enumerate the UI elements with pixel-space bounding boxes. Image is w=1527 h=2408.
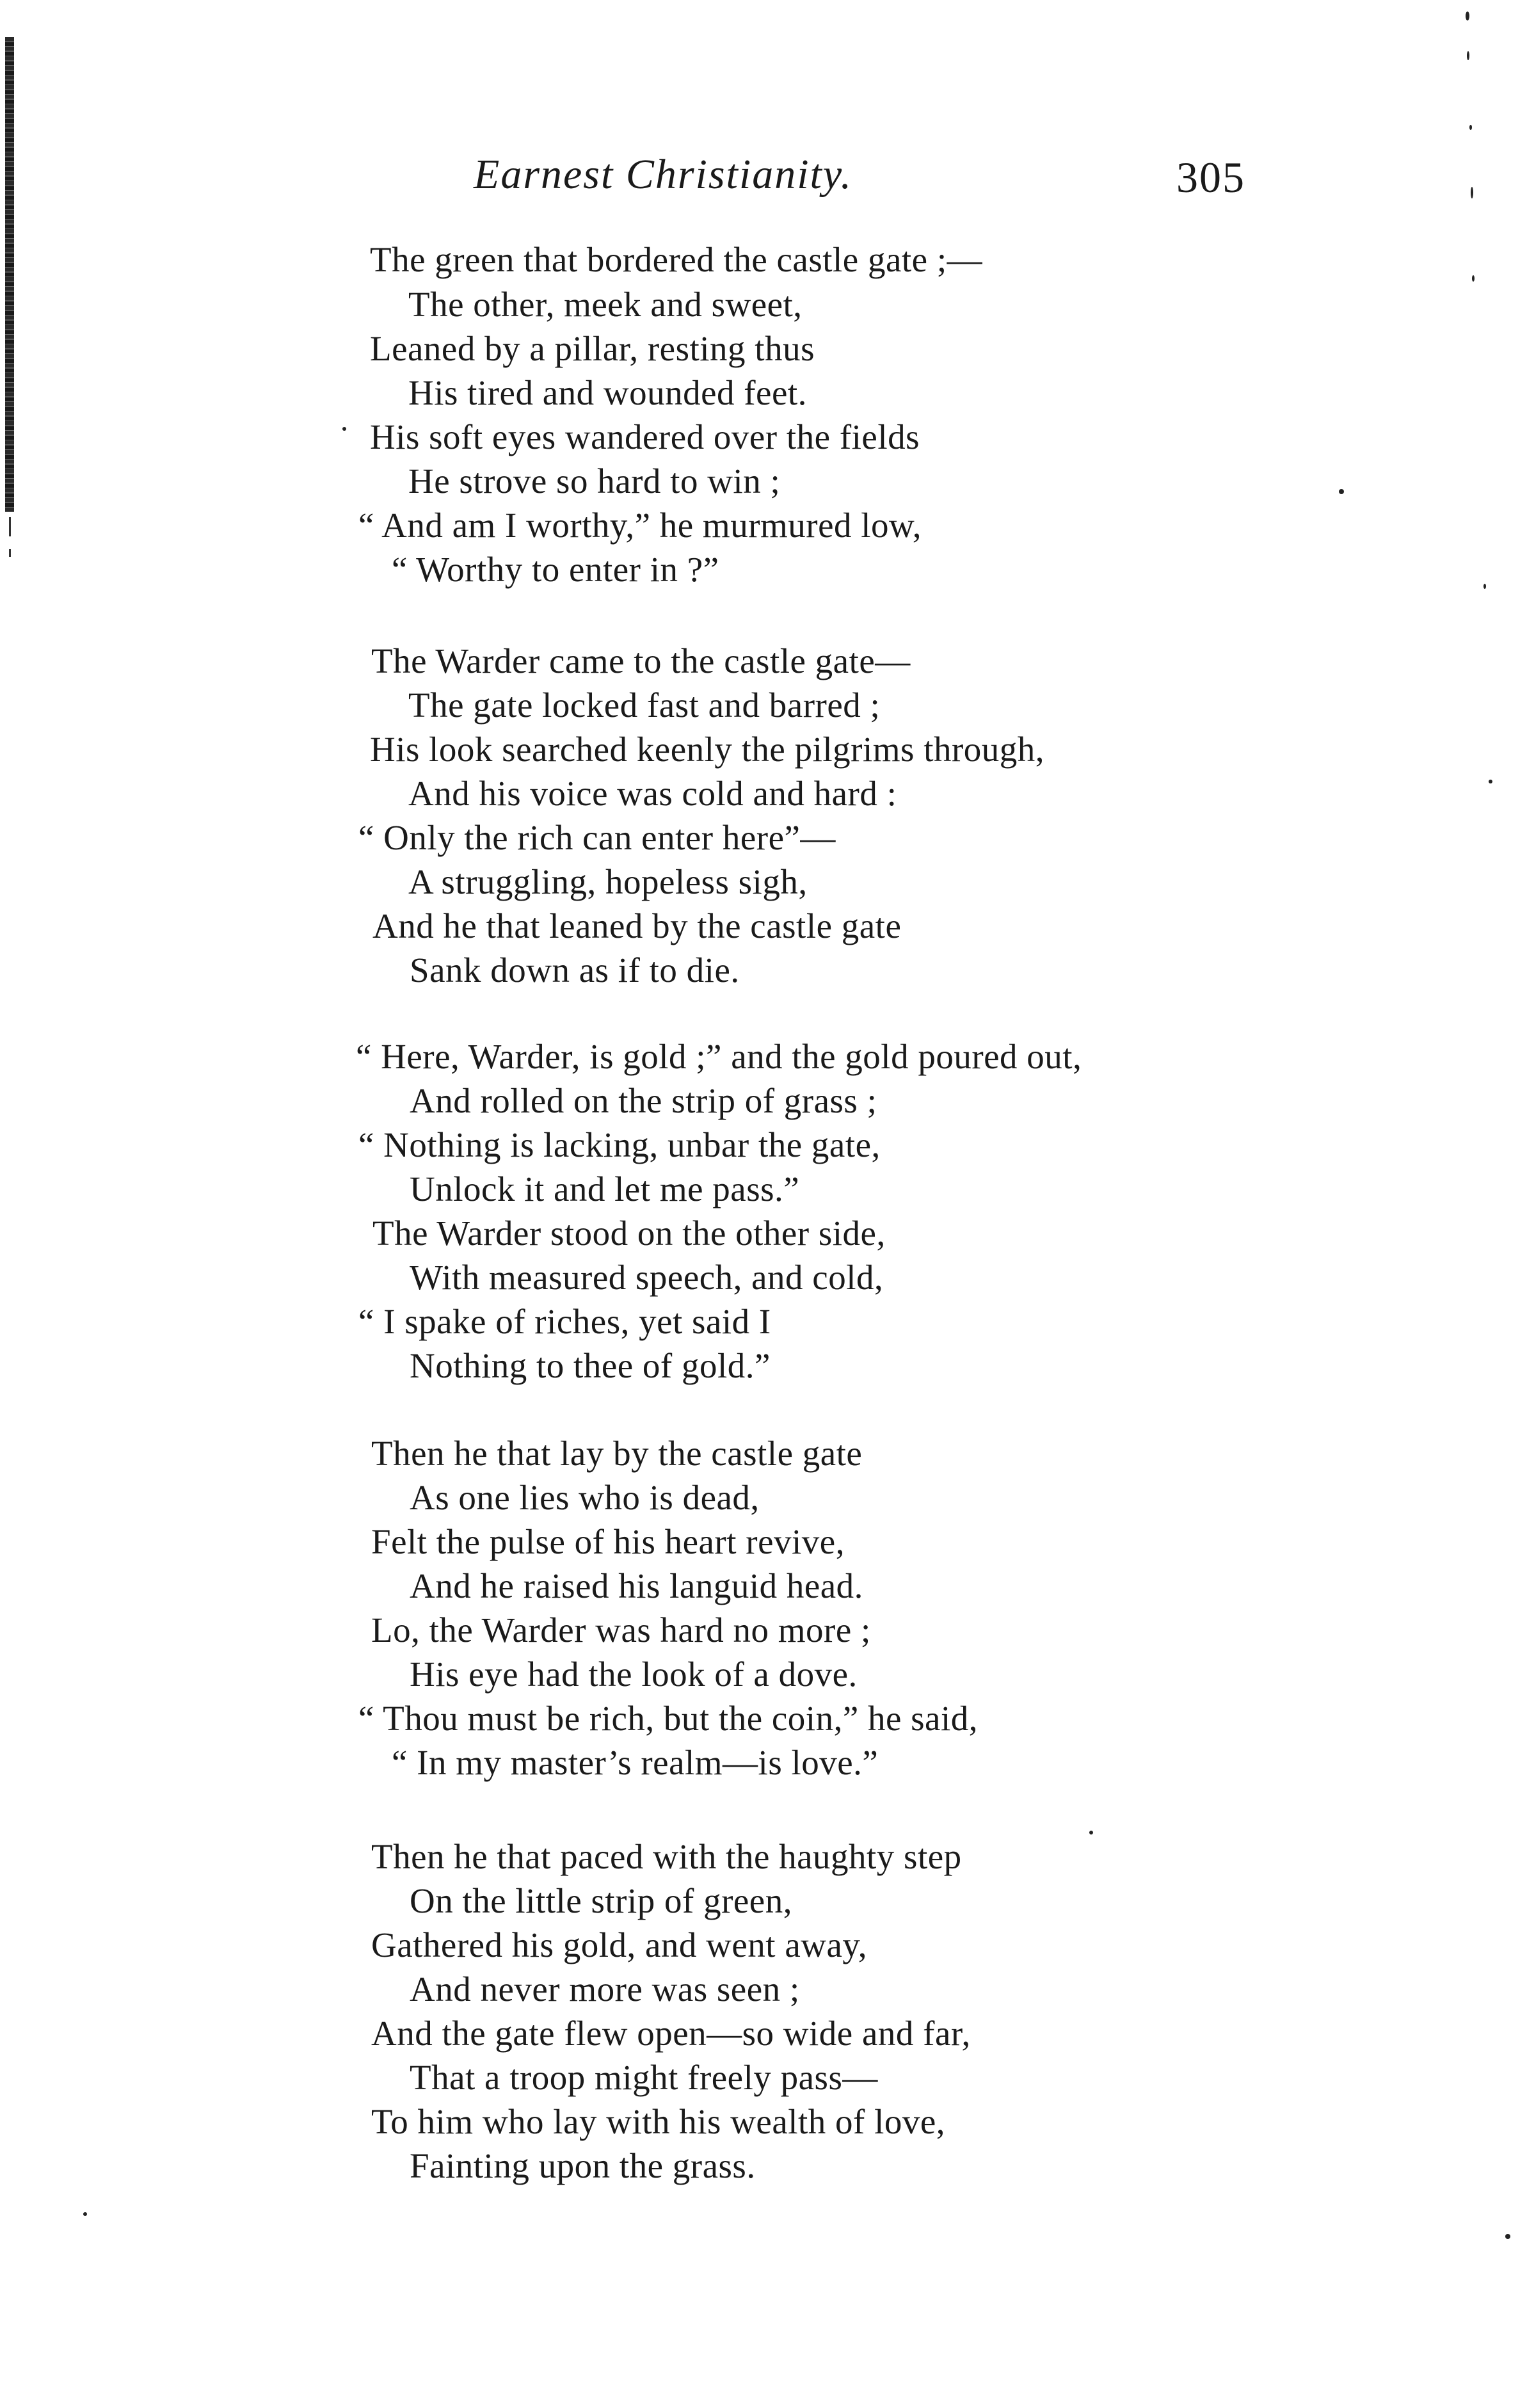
poem-line: He strove so hard to win ; — [408, 462, 781, 501]
poem-line: “ Worthy to enter in ?” — [392, 550, 719, 589]
poem-line: The other, meek and sweet, — [408, 285, 803, 324]
scan-speck — [1089, 1831, 1093, 1834]
poem-line: Then he that lay by the castle gate — [371, 1434, 863, 1473]
poem-line: The gate locked fast and barred ; — [408, 686, 881, 725]
scan-speck — [1489, 780, 1492, 783]
poem-line: And he raised his languid head. — [410, 1566, 863, 1605]
poem-line: Gathered his gold, and went away, — [371, 1925, 868, 1964]
poem-line: “ Only the rich can enter here”— — [358, 818, 836, 857]
poem-line: The green that bordered the castle gate ;— — [370, 240, 983, 279]
scan-speck — [342, 427, 346, 431]
poem-line: His eye had the look of a dove. — [410, 1655, 858, 1694]
scan-speck — [1505, 2234, 1510, 2239]
scan-speck — [1471, 187, 1473, 198]
poem-line: And he that leaned by the castle gate — [372, 906, 902, 945]
poem-line: Sank down as if to die. — [410, 951, 740, 990]
poem-line: With measured speech, and cold, — [410, 1258, 884, 1297]
poem-line: To him who lay with his wealth of love, — [371, 2102, 946, 2141]
scan-speck — [1339, 489, 1344, 494]
poem-line: That a troop might freely pass— — [410, 2058, 878, 2097]
poem-line: “ I spake of riches, yet said I — [358, 1302, 771, 1341]
poem-line: Then he that paced with the haughty step — [371, 1837, 962, 1876]
scan-speck — [83, 2212, 87, 2216]
gutter-mark — [9, 517, 11, 536]
poem-line: “ Nothing is lacking, unbar the gate, — [358, 1125, 881, 1164]
poem-line: His tired and wounded feet. — [408, 373, 807, 412]
poem-line: And the gate flew open—so wide and far, — [371, 2014, 971, 2053]
scan-speck — [1467, 51, 1469, 60]
poem-line: “ Thou must be rich, but the coin,” he said, — [358, 1699, 978, 1738]
poem-line: Leaned by a pillar, resting thus — [370, 329, 815, 368]
poem-line: On the little strip of green, — [410, 1881, 792, 1920]
binding-gutter-shadow — [5, 37, 14, 512]
poem-line: Lo, the Warder was hard no more ; — [371, 1610, 871, 1649]
poem-line: And his voice was cold and hard : — [408, 774, 897, 813]
poem-line: Fainting upon the grass. — [410, 2146, 756, 2185]
poem-line: “ And am I worthy,” he murmured low, — [358, 506, 922, 545]
running-title: Earnest Christianity. — [474, 151, 853, 198]
poem-line: The Warder came to the castle gate— — [371, 641, 911, 680]
poem-line: His soft eyes wandered over the fields — [370, 417, 920, 456]
poem-line: And rolled on the strip of grass ; — [410, 1081, 877, 1120]
gutter-mark — [9, 549, 11, 557]
poem-line: A struggling, hopeless sigh, — [408, 862, 808, 901]
scan-speck — [1472, 275, 1475, 282]
poem-line: Nothing to thee of gold.” — [410, 1346, 771, 1385]
poem-line: And never more was seen ; — [410, 1970, 800, 2009]
poem-line: The Warder stood on the other side, — [372, 1214, 886, 1253]
scan-speck — [1466, 12, 1469, 20]
page-number: 305 — [1176, 153, 1245, 202]
poem-line: As one lies who is dead, — [410, 1478, 760, 1517]
poem-line: Unlock it and let me pass.” — [410, 1169, 800, 1208]
poem-line: “ In my master’s realm—is love.” — [392, 1743, 879, 1782]
scan-speck — [1483, 584, 1486, 589]
poem-line: His look searched keenly the pilgrims through, — [370, 730, 1045, 769]
poem-line: Felt the pulse of his heart revive, — [371, 1522, 845, 1561]
poem-line: “ Here, Warder, is gold ;” and the gold poured out, — [356, 1037, 1082, 1076]
scan-speck — [1469, 125, 1472, 130]
